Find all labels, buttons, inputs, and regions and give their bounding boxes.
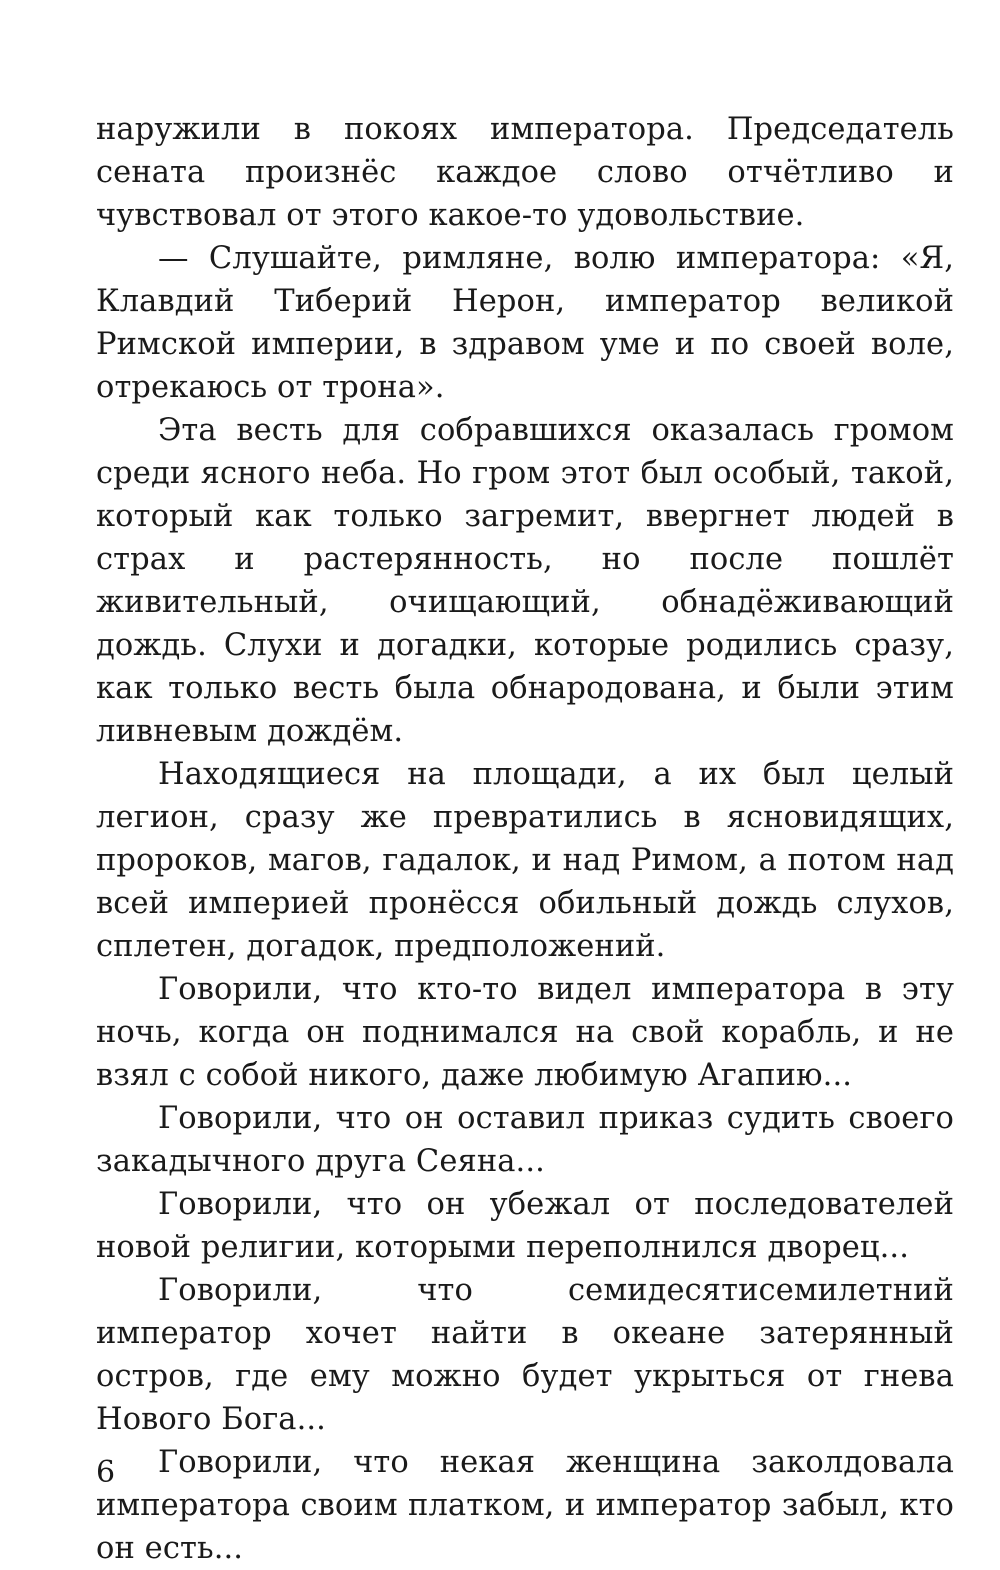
paragraph-3: Эта весть для собравшихся оказалась громом среди ясного неба. Но гром этот был особый, такой, который как только загремит, ввергнет людей в страх и растерянность, но после пошлёт живительный, очищающий, обнадёживающий дождь. Слухи и догадки, которые родились сразу, как только весть была обнародована, и были этим ливневым дождём. — [96, 413, 954, 749]
page-number: 6 — [96, 1455, 116, 1490]
paragraph-2: — Слушайте, римляне, волю императора: «Я, Клавдий Тиберий Нерон, император великой Римской империи, в здравом уме и по своей воле, отрекаюсь от трона». — [96, 241, 954, 405]
paragraph-5: Говорили, что кто-то видел императора в эту ночь, когда он поднимался на свой корабль, и не взял с собой никого, даже любимую Агапию... — [96, 972, 954, 1093]
paragraph-8: Говорили, что семидесятисемилетний император хочет найти в океане затерянный остров, где ему можно будет укрыться от гнева Нового Бога... — [96, 1273, 954, 1437]
paragraph-4: Находящиеся на площади, а их был целый легион, сразу же превратились в ясновидящих, пророков, магов, гадалок, и над Римом, а потом над всей империей пронёсся обильный дождь слухов, сплетен, догадок, предположений. — [96, 757, 954, 964]
paragraph-9: Говорили, что некая женщина заколдовала императора своим платком, и император забыл, кто он есть... — [96, 1445, 954, 1566]
page-body — [96, 108, 954, 1570]
paragraph-7: Говорили, что он убежал от последователей новой религии, которыми переполнился дворец... — [96, 1187, 954, 1265]
paragraph-1: наружили в покоях императора. Председатель сената произнёс каждое слово отчётливо и чувствовал от этого какое-то удовольствие. — [96, 112, 954, 233]
paragraph-6: Говорили, что он оставил приказ судить своего закадычного друга Сеяна... — [96, 1101, 954, 1179]
